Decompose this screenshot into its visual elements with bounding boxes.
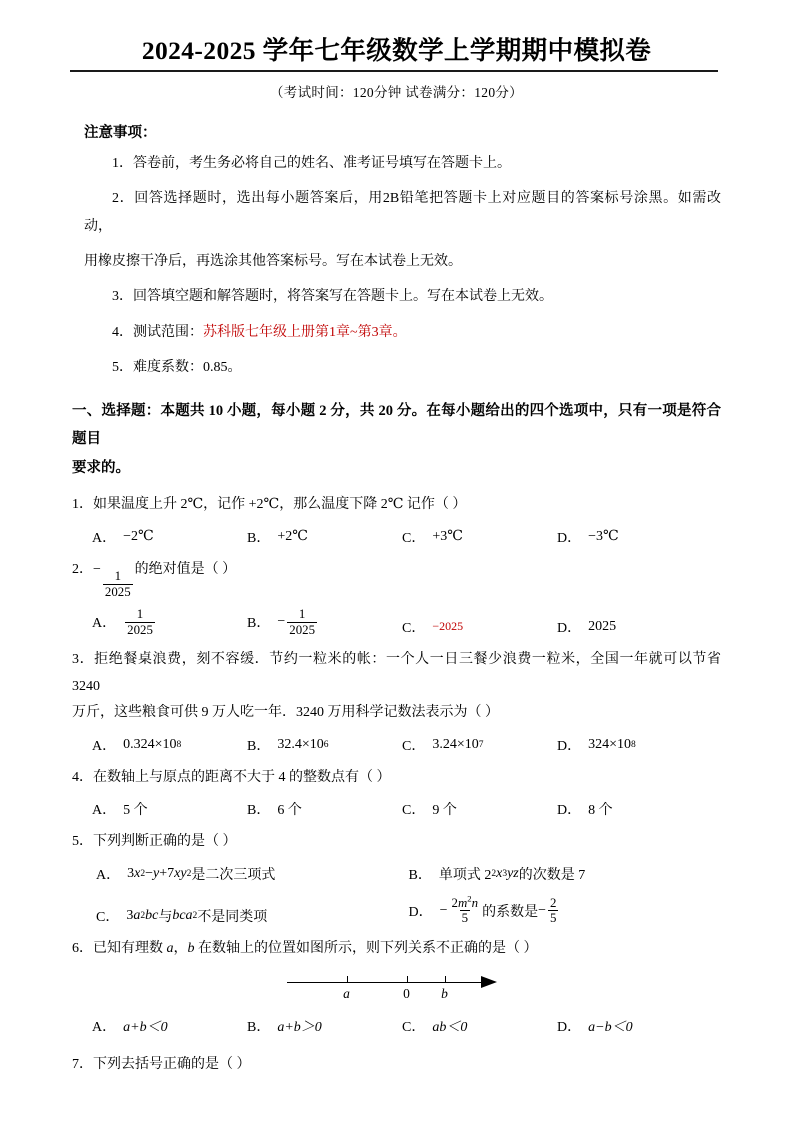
question-5-option-c[interactable]: C． 3 a 2 bc 与 bca 2 不是同类项 xyxy=(96,907,268,925)
question-2 xyxy=(72,557,721,637)
section-heading-line2: 要求的。 xyxy=(72,459,130,476)
question-5-options-row2 xyxy=(72,893,721,926)
question-1-option-a[interactable]: A． −2℃ xyxy=(92,529,154,546)
question-3-option-a[interactable]: A． 0.324×10 8 xyxy=(92,736,182,754)
question-5 xyxy=(72,829,721,925)
number-line-label-zero: 0 xyxy=(403,986,410,1002)
question-6-options xyxy=(72,1016,721,1036)
q5-option-d-fraction: $\frac{2m^2n}{5}$ xyxy=(451,893,479,926)
question-4-option-c[interactable]: C． 9 个 xyxy=(402,803,457,819)
arrow-icon xyxy=(481,976,497,988)
section-heading xyxy=(72,397,721,482)
q2-option-a-fraction: $\frac{1}{2025}$ xyxy=(127,607,153,637)
number-line-label-a: a xyxy=(343,986,350,1002)
question-6-option-d[interactable]: D． a−b＜0 xyxy=(557,1020,633,1036)
question-6-figure xyxy=(72,968,721,1008)
question-3-stem-line2: 万斤，这些粮食可供 9 万人吃一年．3240 万用科学记数法表示为（ ） xyxy=(72,705,499,721)
notice-item-2: 2．回答选择题时，选出每小题答案后，用2B铅笔把答题卡上对应题目的答案标号涂黑。如需改动， xyxy=(84,191,721,234)
question-6-option-a[interactable]: A． a+b＜0 xyxy=(92,1020,168,1036)
number-line-tick-b xyxy=(445,976,446,983)
notice-item-4 xyxy=(84,319,721,346)
question-2-option-d[interactable]: D． 2025 xyxy=(557,618,617,636)
question-4 xyxy=(72,765,721,820)
question-4-option-a[interactable]: A． 5 个 xyxy=(92,803,148,819)
question-3-options xyxy=(72,735,721,755)
notice-item-5: 5．难度系数：0.85。 xyxy=(112,359,242,375)
question-6 xyxy=(72,936,721,1037)
question-1-option-d[interactable]: D． −3℃ xyxy=(557,529,619,546)
question-1-options xyxy=(72,527,721,547)
notice-item-4-range: 苏科版七年级上册第1章~第3章。 xyxy=(203,324,407,340)
question-5-stem: 5．下列判断正确的是（ ） xyxy=(72,834,237,850)
notice-item-2-cont: 用橡皮擦干净后，再选涂其他答案标号。写在本试卷上无效。 xyxy=(84,254,462,270)
notice-item-3: 3．回答填空题和解答题时，将答案写在答题卡上。写在本试卷上无效。 xyxy=(112,289,553,305)
number-line-label-b: b xyxy=(441,986,448,1002)
q2-option-b-fraction: $\frac{1}{2025}$ xyxy=(289,607,315,637)
question-5-option-a[interactable]: A． 3 x 2 − y +7 xy 2 是二次三项式 xyxy=(96,865,276,883)
question-3-option-d[interactable]: D． 324×10 8 xyxy=(557,736,636,754)
question-2-option-a[interactable]: A． $\frac{1}{2025}$ xyxy=(92,607,153,637)
question-1-option-c[interactable]: C． +3℃ xyxy=(402,529,463,546)
question-3-stem-line1: 3．拒绝餐桌浪费，刻不容缓．节约一粒米的帐：一个人一日三餐少浪费一粒米，全国一年就可以节省 3240 xyxy=(72,651,721,694)
question-4-options xyxy=(72,799,721,819)
question-4-option-d[interactable]: D． 8 个 xyxy=(557,803,613,819)
notice-heading: 注意事项： xyxy=(84,125,157,142)
notice-item-1: 1．答卷前，考生务必将自己的姓名、准考证号填写在答题卡上。 xyxy=(112,156,511,172)
question-1-option-b[interactable]: B． +2℃ xyxy=(247,529,308,546)
number-line-diagram xyxy=(287,968,507,1008)
number-line-tick-0 xyxy=(407,976,408,983)
q2-fraction: $\frac{1}{2025}$ xyxy=(104,569,131,599)
question-1-stem: 1．如果温度上升 2℃，记作 +2℃，那么温度下降 2℃ 记作（ ） xyxy=(72,497,467,513)
number-line-axis xyxy=(287,982,483,983)
question-7-stem: 7．下列去括号正确的是（ ） xyxy=(72,1057,251,1073)
q5-option-d-coefficient-fraction: $\frac{2}{5}$ xyxy=(550,895,557,926)
question-6-stem: 6．已知有理数 a，b 在数轴上的位置如图所示，则下列关系不正确的是（ ） xyxy=(72,940,538,956)
question-5-option-d[interactable]: D． − $\frac{2m^2n}{5}$ 的系数是 − $\frac{2}{5}$ xyxy=(408,893,557,926)
question-7 xyxy=(72,1052,721,1079)
question-2-option-b[interactable]: B． − $\frac{1}{2025}$ xyxy=(247,607,315,637)
question-5-option-b[interactable]: B． 单项式 2 2 x 3 yz 的次数是 7 xyxy=(408,865,586,883)
question-2-stem: 2．− $\frac{1}{2025}$ 的绝对值是（ ） xyxy=(72,561,237,599)
question-3 xyxy=(72,647,721,755)
section-heading-line1: 一、选择题：本题共 10 小题，每小题 2 分，共 20 分。在每小题给出的四个选项中，只有一项是符合题目 xyxy=(72,403,721,448)
question-4-stem: 4．在数轴上与原点的距离不大于 4 的整数点有（ ） xyxy=(72,769,391,785)
page-title: 2024-2025 学年七年级数学上学期期中模拟卷 xyxy=(141,36,652,65)
question-1 xyxy=(72,492,721,547)
notice-item-4-prefix: 4．测试范围： xyxy=(112,324,203,340)
question-2-option-c[interactable]: C． −2025 xyxy=(402,619,464,636)
question-4-option-b[interactable]: B． 6 个 xyxy=(247,803,302,819)
question-3-option-b[interactable]: B． 32.4×10 6 xyxy=(247,736,329,754)
question-6-option-c[interactable]: C． ab＜0 xyxy=(402,1020,468,1036)
question-6-option-b[interactable]: B． a+b＞0 xyxy=(247,1020,322,1036)
exam-subtitle: （考试时间：120分钟 试卷满分：120分） xyxy=(270,85,523,101)
question-5-options-row1 xyxy=(72,864,721,884)
question-2-options xyxy=(72,607,721,637)
header-rule xyxy=(70,70,718,72)
number-line-tick-a xyxy=(347,976,348,983)
question-3-option-c[interactable]: C． 3.24×10 7 xyxy=(402,736,484,754)
